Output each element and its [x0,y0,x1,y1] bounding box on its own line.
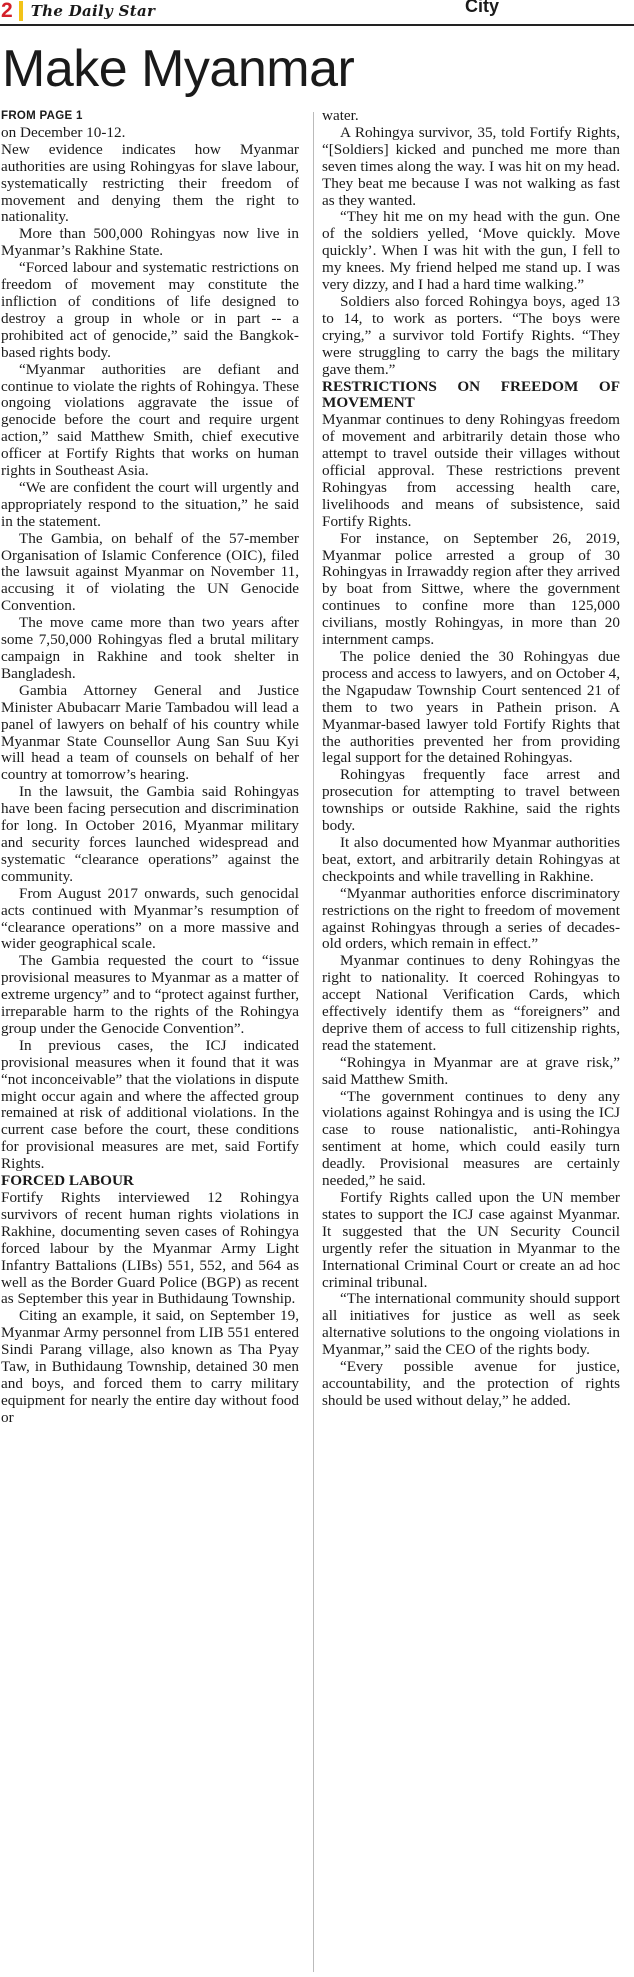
accent-bar [19,1,23,21]
paragraph: “The international community should support all initiatives for justice as well as seek alternative solutions to the ongoing violations in Myanmar,” said the CEO of the rights body. [322,1290,620,1359]
paragraph: The Gambia, on behalf of the 57-member Organisation of Islamic Conference (OIC), filed the lawsuit against Myanmar on November 11, accusing it of violating the UN Genocide Convention. [1,529,299,615]
paragraph: It also documented how Myanmar authorities beat, extort, and arbitrarily detain Rohingyas at checkpoints and while travelling in Rakhine. [322,833,620,885]
paragraph: “The government continues to deny any violations against Rohingya and is using the ICJ case to rouse nationalistic, anti-Rohingya sentiment at home, which could easily turn deadly. Provisional measures are certainly needed,” he said. [322,1087,620,1190]
page-header [0,0,634,22]
paragraph: “Myanmar authorities enforce discriminatory restrictions on the right to freedom of movement against Rohingyas through a series of decades-old orders, which remain in effect.” [322,884,620,953]
paragraph: From August 2017 onwards, such genocidal acts continued with Myanmar’s resumption of “clearance operations” on a more massive and wider geographical scale. [1,884,299,953]
page-number: 2 [1,0,13,22]
section-label: City [465,0,500,16]
paragraph: on December 10-12. [1,123,126,141]
paragraph: New evidence indicates how Myanmar authorities are using Rohingyas for slave labour, systematically restricting their freedom of movement and denying them the right to nationality. [1,140,299,226]
paragraph: “Forced labour and systematic restrictions on freedom of movement may constitute the infliction of conditions of life designed to destroy a group in whole or in part -- a prohibited act of genocide,” said the Bangkok-based rights body. [1,259,299,361]
paragraph: The move came more than two years after some 7,50,000 Rohingyas fled a brutal military campaign in Rakhine and took shelter in Bangladesh. [1,614,299,682]
paragraph: “Every possible avenue for justice, accountability, and the protection of rights should be used without delay,” he added. [322,1358,620,1409]
paragraph: Soldiers also forced Rohingya boys, aged 13 to 14, to work as porters. “The boys were crying,” a survivor told Fortify Rights. “They were struggling to carry the bags the military gave them.” [322,292,620,378]
article-column-1 [1,108,299,1427]
paragraph: Citing an example, it said, on September 19, Myanmar Army personnel from LIB 551 entered Sindi Parang village, also known as Tha Pyay Taw, in Buthidaung Township, detained 30 men and boys, and forced them to carry military equipment for nearly the entire day without food or [1,1307,299,1426]
paragraph: The Gambia requested the court to “issue provisional measures to Myanmar as a matter of extreme urgency” and to “protect against further, irreparable harm to the rights of the Rohingya group under the Genocide Convention”. [1,952,299,1037]
paragraph: Myanmar continues to deny Rohingyas freedom of movement and arbitrarily detain those who attempt to travel outside their villages without official approval. These restrictions prevent Rohingyas from accessing health care, livelihoods and means of subsistence, said Fortify Rights. [322,411,620,530]
paragraph: “Myanmar authorities are defiant and continue to violate the rights of Rohingya. These ongoing violations aggravate the issue of genocide before the court and require urgent action,” said Matthew Smith, chief executive officer at Fortify Rights that works on human rights in Southeast Asia. [1,360,299,480]
paragraph: A Rohingya survivor, 35, told Fortify Rights, “[Soldiers] kicked and punched me more than seven times along the way. I was hit on my head. They beat me because I was not walking as fast as they wanted. [322,123,620,209]
paragraph: In the lawsuit, the Gambia said Rohingyas have been facing persecution and discrimination for long. In October 2016, Myanmar military and security forces launched widespread and systematic “clearance operations” against the community. [1,783,299,885]
column-divider [313,112,314,1972]
article-column-2 [322,108,620,1410]
paragraph: In previous cases, the ICJ indicated provisional measures when it found that it was “not inconceivable” that the violations in dispute might occur again and where the affected group remained at risk of additional violations. In the current case before the court, these conditions for provisional measures are met, said Fortify Rights. [1,1036,299,1173]
article-headline: Make Myanmar [2,40,355,98]
paragraph: The police denied the 30 Rohingyas due process and access to lawyers, and on October 4, the Ngapudaw Township Court sentenced 21 of them to two years in Pathein prison. A Myanmar-based lawyer told Fortify Rights that the authorities prevented her from providing legal support for the detained Rohingyas. [322,648,620,767]
paragraph: Fortify Rights called upon the UN member states to support the ICJ case against Myanmar. It suggested that the UN Security Council urgently refer the situation in Myanmar to the International Criminal Court or create an ad hoc criminal tribunal. [322,1189,620,1291]
header-rule [0,24,634,26]
section-subhead: FORCED LABOUR [1,1172,134,1190]
jump-label: FROM PAGE 1 [1,110,83,122]
paragraph: For instance, on September 26, 2019, Myanmar police arrested a group of 30 Rohingyas in Irrawaddy region after they arrived by boat from Sittwe, where the government continues to confine more than 125,000 civilians, mostly Rohingyas, in more than 20 internment camps. [322,529,620,649]
paragraph: Rohingyas frequently face arrest and prosecution for attempting to travel between townships or outside Rakhine, said the rights body. [322,766,620,835]
section-subhead: RESTRICTIONS ON FREEDOM OF MOVEMENT [322,377,620,412]
paragraph: Myanmar continues to deny Rohingyas the right to nationality. It coerced Rohingyas to accept National Verification Cards, which effectively identify them as “foreigners” and deprive them of access to full citizenship rights, read the statement. [322,952,620,1054]
paragraph: Gambia Attorney General and Justice Minister Abubacarr Marie Tambadou will lead a panel of lawyers on behalf of his country while Myanmar State Counsellor Aung San Suu Kyi will head a team of counsels on behalf of her country at tomorrow’s hearing. [1,681,299,784]
paragraph: “They hit me on my head with the gun. One of the soldiers yelled, ‘Move quickly. Move quickly’. When I was hit with the gun, I fell to my knees. My friend helped me stand up. I was very dizzy, and I had a hard time walking.” [322,208,620,294]
paragraph: More than 500,000 Rohingyas now live in Myanmar’s Rakhine State. [1,225,299,260]
paragraph: Fortify Rights interviewed 12 Rohingya survivors of recent human rights violations in Rakhine, documenting seven cases of Rohingya forced labour by the Myanmar Army Light Infantry Battalions (LIBs) 551, 552, and 564 as well as the Border Guard Police (BGP) as recent as September this year in Buthidaung Township. [1,1189,299,1308]
newspaper-masthead: The Daily Star [30,2,156,20]
paragraph: “Rohingya in Myanmar are at grave risk,” said Matthew Smith. [322,1053,620,1088]
paragraph: water. [322,107,359,124]
paragraph: “We are confident the court will urgently and appropriately respond to the situation,” he said in the statement. [1,478,299,530]
